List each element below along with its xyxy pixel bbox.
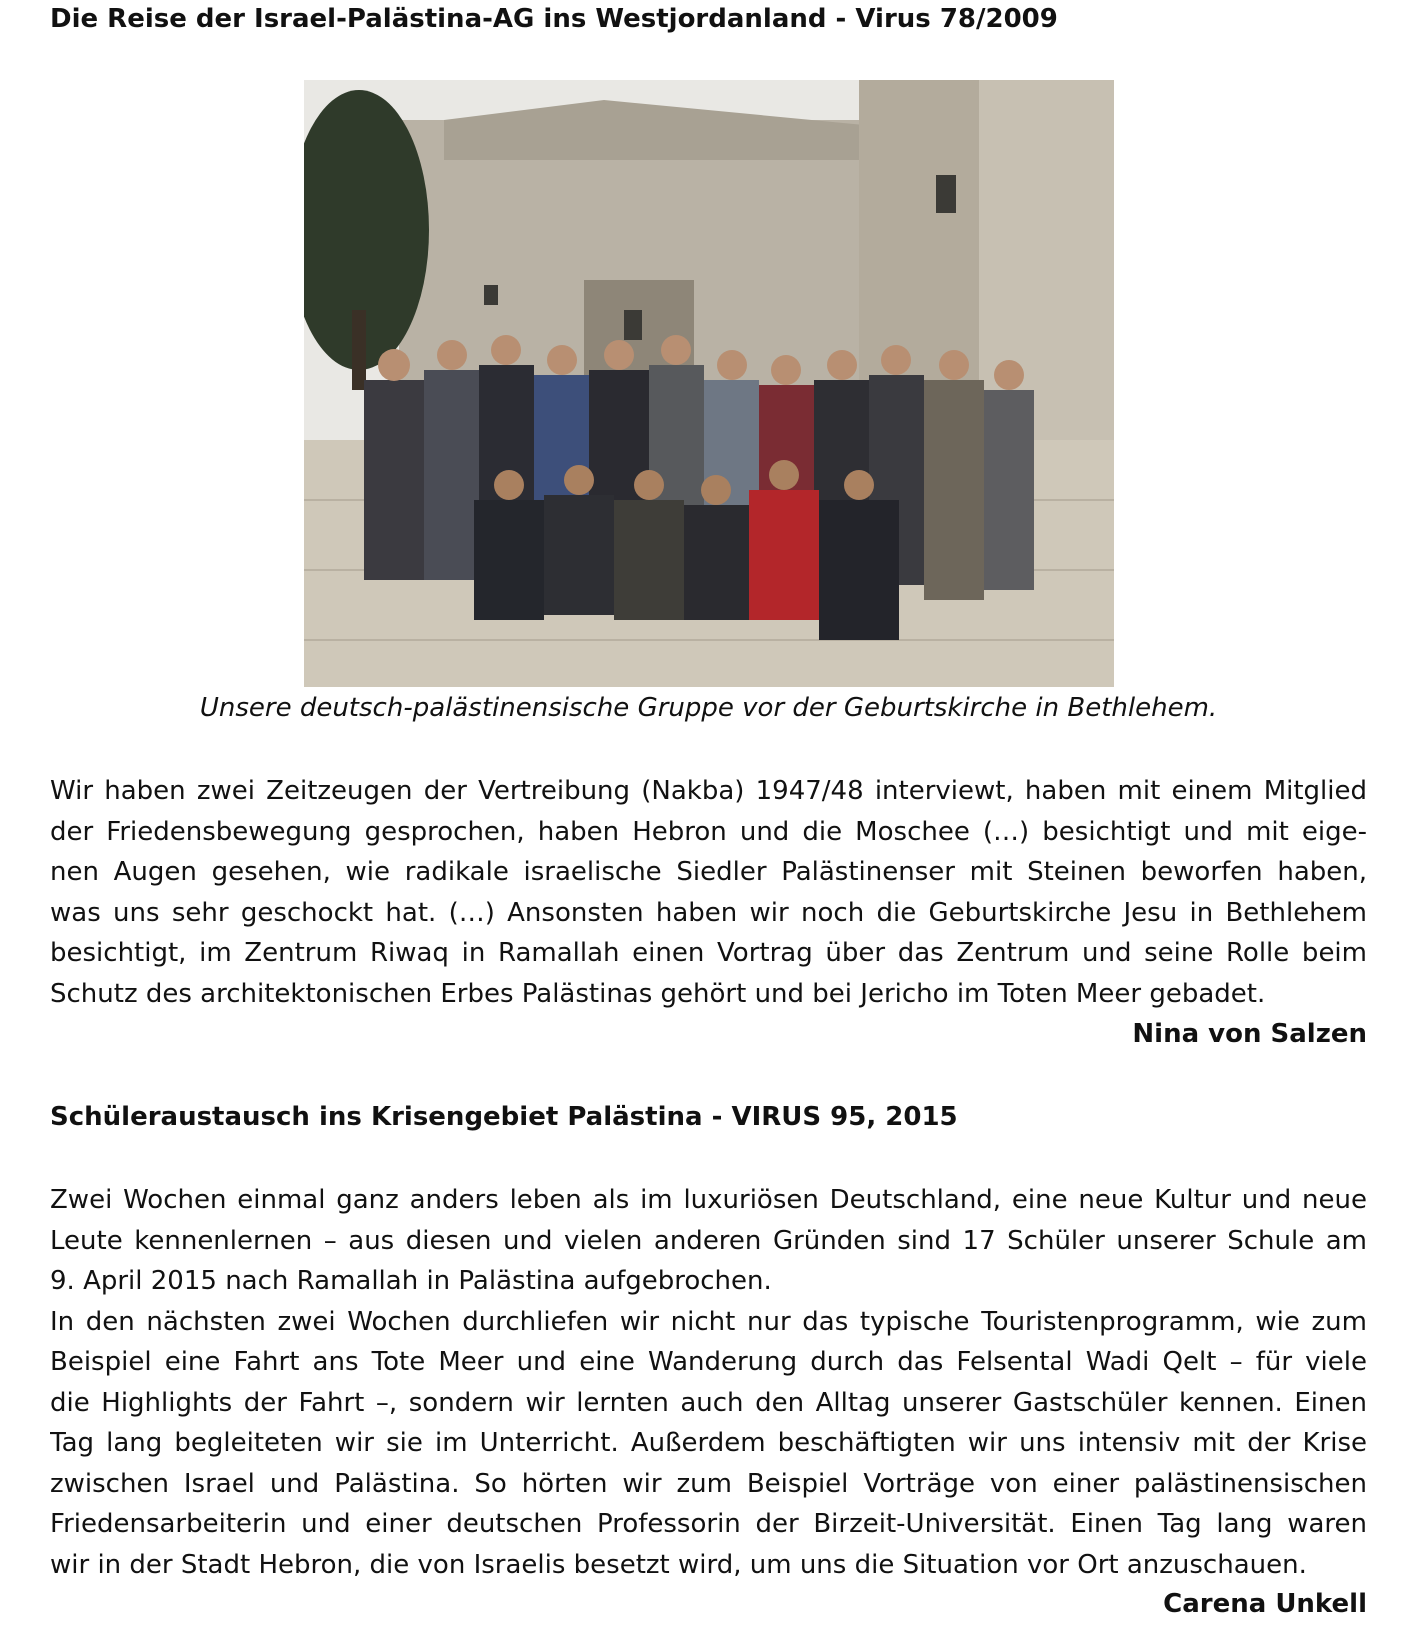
article1-line: Wir haben zwei Zeitzeugen der Vertreibung (Nakba) 1947/48 interviewt, haben mit einem Mitglied (50, 776, 1367, 806)
article1-heading: Die Reise der Israel-Palästina-AG ins Westjordanland - Virus 78/2009 (50, 4, 1058, 34)
article2-line: Tag lang begleiteten wir sie im Unterricht. Außerdem beschäftigten wir uns intensiv mit der Krise (50, 1428, 1367, 1458)
article2-line: Zwei Wochen einmal ganz anders leben als im luxuriösen Deutschland, eine neue Kultur und neue (50, 1185, 1367, 1215)
article1-line: was uns sehr geschockt hat. (…) Ansonsten haben wir noch die Geburtskirche Jesu in Bethlehem (50, 897, 1367, 928)
article2-line: zwischen Israel und Palästina. So hörten wir zum Beispiel Vorträge von einer palästinensischen (50, 1468, 1367, 1499)
article1-author: Nina von Salzen (1132, 1019, 1367, 1049)
article1-line: besichtigt, im Zentrum Riwaq in Ramallah einen Vortrag über das Zentrum und seine Rolle beim (50, 938, 1367, 968)
article1-line: Schutz des architektonischen Erbes Palästinas gehört und bei Jericho im Toten Meer gebadet. (50, 978, 1266, 1009)
group-photo-icon (304, 80, 1114, 687)
article2-body (50, 1180, 1367, 1585)
article2-line: Friedensarbeiterin und einer deutschen Professorin der Birzeit-Universität. Einen Tag lang waren (50, 1509, 1367, 1539)
article2-heading: Schüleraustausch ins Krisengebiet Palästina - VIRUS 95, 2015 (50, 1102, 958, 1132)
article2-author: Carena Unkell (1163, 1589, 1367, 1619)
article1-line: der Friedensbewegung gesprochen, haben Hebron und die Moschee (…) besichtigt und mit eige- (50, 816, 1367, 847)
article2-line: Leute kennenlernen – aus diesen und vielen anderen Gründen sind 17 Schüler unserer Schule am (50, 1225, 1367, 1256)
article2-line: In den nächsten zwei Wochen durchliefen wir nicht nur das typische Touristenprogramm, wie zum (50, 1306, 1367, 1337)
photo-caption: Unsere deutsch-palästinensische Gruppe vor der Geburtskirche in Bethlehem. (199, 693, 1218, 723)
article2-line: 9. April 2015 nach Ramallah in Palästina aufgebrochen. (50, 1266, 772, 1296)
article2-line: die Highlights der Fahrt –, sondern wir lernten auch den Alltag unserer Gastschüler kennen. Einen (50, 1387, 1367, 1418)
article1-body (50, 771, 1367, 1014)
group-photo (304, 80, 1114, 687)
article2-line: wir in der Stadt Hebron, die von Israelis besetzt wird, um uns die Situation vor Ort anzuschauen. (50, 1549, 1307, 1580)
article2-line: Beispiel eine Fahrt ans Tote Meer und eine Wanderung durch das Felsental Wadi Qelt – für viele (50, 1347, 1367, 1377)
article1-line: nen Augen gesehen, wie radikale israelische Siedler Palästinenser mit Steinen beworfen haben, (50, 857, 1367, 887)
